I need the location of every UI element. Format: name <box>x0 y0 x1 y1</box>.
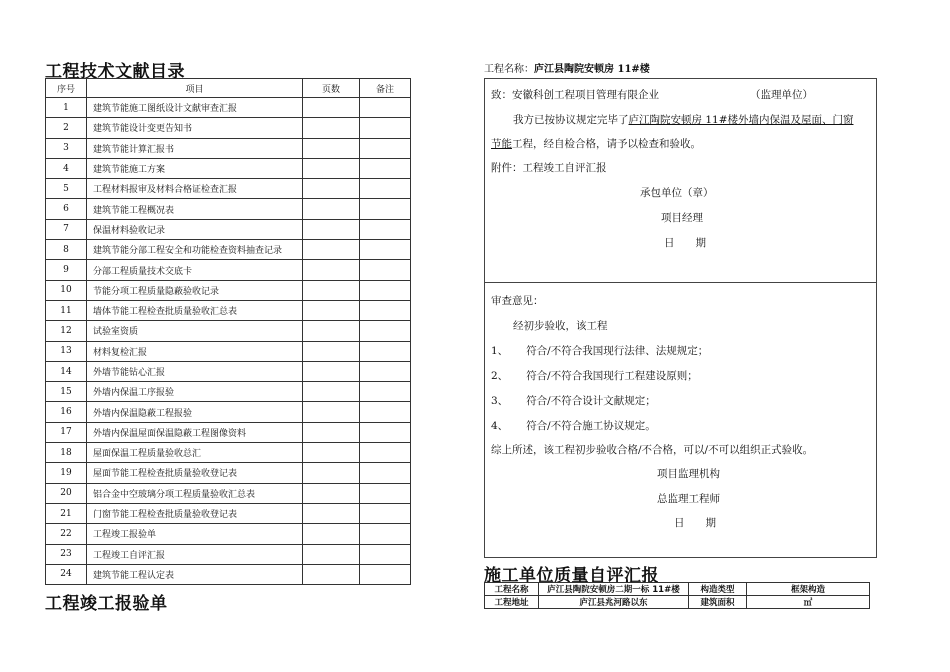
row-remark <box>360 382 411 402</box>
header-pages: 页数 <box>303 79 360 98</box>
row-number: 8 <box>46 240 87 260</box>
row-pages <box>303 179 360 199</box>
row-pages <box>303 158 360 178</box>
body-project-underlined: 庐江陶院安顿房 11#楼外墙内保温及屋面、门窗 <box>628 114 854 126</box>
row-number: 1 <box>46 98 87 118</box>
table-row <box>46 219 411 239</box>
review-item-4-number: 4、 <box>491 420 509 432</box>
row-item: 建筑节能分部工程安全和功能检查资料抽查记录 <box>87 240 303 260</box>
row-remark <box>360 138 411 158</box>
row-item: 分部工程质量技术交底卡 <box>87 260 303 280</box>
table-row <box>46 443 411 463</box>
table-row <box>46 483 411 503</box>
row-number: 15 <box>46 382 87 402</box>
table-row <box>46 300 411 320</box>
row-number: 9 <box>46 260 87 280</box>
review-item-1-number: 1、 <box>491 345 509 357</box>
catalog-header-row <box>46 79 411 98</box>
row-item: 试验室资质 <box>87 321 303 341</box>
body-text-post: 工程，经自检合格，请予以检查和验收。 <box>512 138 701 150</box>
row-remark <box>360 361 411 381</box>
table-row <box>46 382 411 402</box>
row-number: 11 <box>46 300 87 320</box>
row-pages <box>303 98 360 118</box>
row-number: 4 <box>46 158 87 178</box>
project-manager: 项目经理 <box>661 212 703 224</box>
row-item: 外墙内保温屋面保温隐蔽工程图像资料 <box>87 422 303 442</box>
cell-project-name-value: 庐江县陶院安顿房二期一标 11#楼 <box>539 583 689 596</box>
row-item: 材料复检汇报 <box>87 341 303 361</box>
quality-row <box>485 583 870 596</box>
catalog-title: 工程技术文献目录 <box>45 62 185 82</box>
review-item-3-number: 3、 <box>491 395 509 407</box>
table-row <box>46 98 411 118</box>
row-item: 铝合金中空玻璃分项工程质量验收汇总表 <box>87 483 303 503</box>
project-name-value: 庐江县陶院安顿房 11#楼 <box>534 64 650 75</box>
header-remark: 备注 <box>360 79 411 98</box>
review-intro: 经初步验收，该工程 <box>513 320 608 332</box>
recipient-line: 致：安徽科创工程项目管理有限企业 <box>491 89 659 101</box>
table-row <box>46 158 411 178</box>
row-remark <box>360 98 411 118</box>
review-item-4 <box>491 418 656 433</box>
row-pages <box>303 138 360 158</box>
row-item: 屋面保温工程质量验收总汇 <box>87 443 303 463</box>
row-remark <box>360 564 411 584</box>
review-item-1 <box>491 343 708 358</box>
row-item: 门窗节能工程检查批质量验收登记表 <box>87 503 303 523</box>
row-number: 20 <box>46 483 87 503</box>
table-row <box>46 341 411 361</box>
cell-project-name-label: 工程名称 <box>485 583 539 596</box>
chief-supervisor: 总监理工程师 <box>657 493 720 505</box>
row-remark <box>360 158 411 178</box>
contractor-seal: 承包单位（章） <box>640 187 714 199</box>
row-number: 3 <box>46 138 87 158</box>
row-number: 18 <box>46 443 87 463</box>
row-pages <box>303 524 360 544</box>
recipient-suffix: （监理单位） <box>750 89 813 101</box>
row-pages <box>303 382 360 402</box>
review-opinion-label: 审查意见： <box>491 295 544 307</box>
review-item-3-text: 符合/不符合设计文献规定； <box>526 395 656 407</box>
table-row <box>46 118 411 138</box>
row-pages <box>303 483 360 503</box>
row-remark <box>360 483 411 503</box>
review-summary: 综上所述，该工程初步验收合格/不合格，可以/不可以组织正式验收。 <box>491 444 814 456</box>
table-row <box>46 524 411 544</box>
table-row <box>46 544 411 564</box>
row-pages <box>303 422 360 442</box>
row-number: 5 <box>46 179 87 199</box>
review-item-4-text: 符合/不符合施工协议规定。 <box>526 420 656 432</box>
row-item: 外墙节能钻心汇报 <box>87 361 303 381</box>
row-pages <box>303 544 360 564</box>
header-no: 序号 <box>46 79 87 98</box>
table-row <box>46 138 411 158</box>
row-item: 建筑节能工程认定表 <box>87 564 303 584</box>
row-item: 工程竣工报验单 <box>87 524 303 544</box>
row-remark <box>360 503 411 523</box>
row-item: 工程竣工自评汇报 <box>87 544 303 564</box>
row-pages <box>303 280 360 300</box>
row-pages <box>303 240 360 260</box>
row-remark <box>360 199 411 219</box>
table-row <box>46 199 411 219</box>
table-row <box>46 321 411 341</box>
review-item-2 <box>491 368 698 383</box>
completion-title: 工程竣工报验单 <box>45 594 168 614</box>
review-item-3 <box>491 393 656 408</box>
row-number: 24 <box>46 564 87 584</box>
table-row <box>46 179 411 199</box>
row-remark <box>360 524 411 544</box>
row-pages <box>303 361 360 381</box>
row-number: 12 <box>46 321 87 341</box>
row-item: 建筑节能计算汇报书 <box>87 138 303 158</box>
row-pages <box>303 341 360 361</box>
row-remark <box>360 341 411 361</box>
table-row <box>46 463 411 483</box>
catalog-table <box>45 78 411 585</box>
row-number: 17 <box>46 422 87 442</box>
cell-address-label: 工程地址 <box>485 596 539 609</box>
table-row <box>46 564 411 584</box>
row-item: 外墙内保温工序报验 <box>87 382 303 402</box>
row-item: 建筑节能设计变更告知书 <box>87 118 303 138</box>
row-item: 墙体节能工程检查批质量验收汇总表 <box>87 300 303 320</box>
row-pages <box>303 199 360 219</box>
attachment-line: 附件：工程竣工自评汇报 <box>491 162 607 174</box>
table-row <box>46 422 411 442</box>
supervision-organization: 项目监理机构 <box>657 468 720 480</box>
project-name-label: 工程名称： <box>484 64 534 75</box>
row-number: 21 <box>46 503 87 523</box>
row-pages <box>303 463 360 483</box>
body-scope-underlined: 节能 <box>491 138 512 150</box>
cell-structure-type-label: 构造类型 <box>689 583 747 596</box>
table-row <box>46 503 411 523</box>
row-number: 14 <box>46 361 87 381</box>
table-row <box>46 260 411 280</box>
row-remark <box>360 544 411 564</box>
table-row <box>46 361 411 381</box>
row-number: 22 <box>46 524 87 544</box>
review-item-2-text: 符合/不符合我国现行工程建设原则； <box>526 370 698 382</box>
row-number: 16 <box>46 402 87 422</box>
row-item: 建筑节能工程概况表 <box>87 199 303 219</box>
table-row <box>46 402 411 422</box>
row-pages <box>303 260 360 280</box>
row-item: 外墙内保温隐蔽工程报验 <box>87 402 303 422</box>
row-pages <box>303 402 360 422</box>
row-remark <box>360 118 411 138</box>
cell-structure-type-value: 框架构造 <box>747 583 870 596</box>
row-remark <box>360 240 411 260</box>
body-text-pre: 我方已按协议规定完毕了 <box>513 114 629 126</box>
row-number: 7 <box>46 219 87 239</box>
row-number: 10 <box>46 280 87 300</box>
review-date: 日 期 <box>674 517 716 529</box>
row-pages <box>303 219 360 239</box>
row-pages <box>303 321 360 341</box>
row-item: 屋面节能工程检查批质量验收登记表 <box>87 463 303 483</box>
table-row <box>46 240 411 260</box>
row-item: 建筑节能施工方案 <box>87 158 303 178</box>
row-remark <box>360 463 411 483</box>
application-date: 日 期 <box>664 237 706 249</box>
review-item-1-text: 符合/不符合我国现行法律、法规规定； <box>526 345 709 357</box>
row-pages <box>303 503 360 523</box>
row-number: 6 <box>46 199 87 219</box>
quality-report-table <box>484 582 870 609</box>
row-pages <box>303 564 360 584</box>
application-body-line-2 <box>491 136 701 151</box>
row-remark <box>360 443 411 463</box>
row-number: 23 <box>46 544 87 564</box>
review-item-2-number: 2、 <box>491 370 509 382</box>
row-item: 建筑节能施工图纸设计文献审查汇报 <box>87 98 303 118</box>
row-remark <box>360 300 411 320</box>
quality-report-title: 施工单位质量自评汇报 <box>484 566 659 586</box>
row-number: 2 <box>46 118 87 138</box>
project-name-line <box>484 60 650 75</box>
header-item: 项目 <box>87 79 303 98</box>
cell-address-value: 庐江县兆河路以东 <box>539 596 689 609</box>
row-remark <box>360 422 411 442</box>
row-item: 工程材料报审及材料合格证检查汇报 <box>87 179 303 199</box>
cell-area-value: ㎡ <box>747 596 870 609</box>
row-pages <box>303 443 360 463</box>
row-pages <box>303 118 360 138</box>
row-remark <box>360 219 411 239</box>
row-item: 节能分项工程质量隐蔽验收记录 <box>87 280 303 300</box>
quality-row <box>485 596 870 609</box>
row-item: 保温材料验收记录 <box>87 219 303 239</box>
cell-area-label: 建筑面积 <box>689 596 747 609</box>
row-remark <box>360 280 411 300</box>
supervision-review-box <box>484 282 877 558</box>
row-remark <box>360 260 411 280</box>
contractor-application-box <box>484 78 877 283</box>
row-number: 13 <box>46 341 87 361</box>
row-remark <box>360 179 411 199</box>
row-remark <box>360 321 411 341</box>
row-number: 19 <box>46 463 87 483</box>
row-remark <box>360 402 411 422</box>
row-pages <box>303 300 360 320</box>
application-body-line-1 <box>513 112 854 127</box>
table-row <box>46 280 411 300</box>
